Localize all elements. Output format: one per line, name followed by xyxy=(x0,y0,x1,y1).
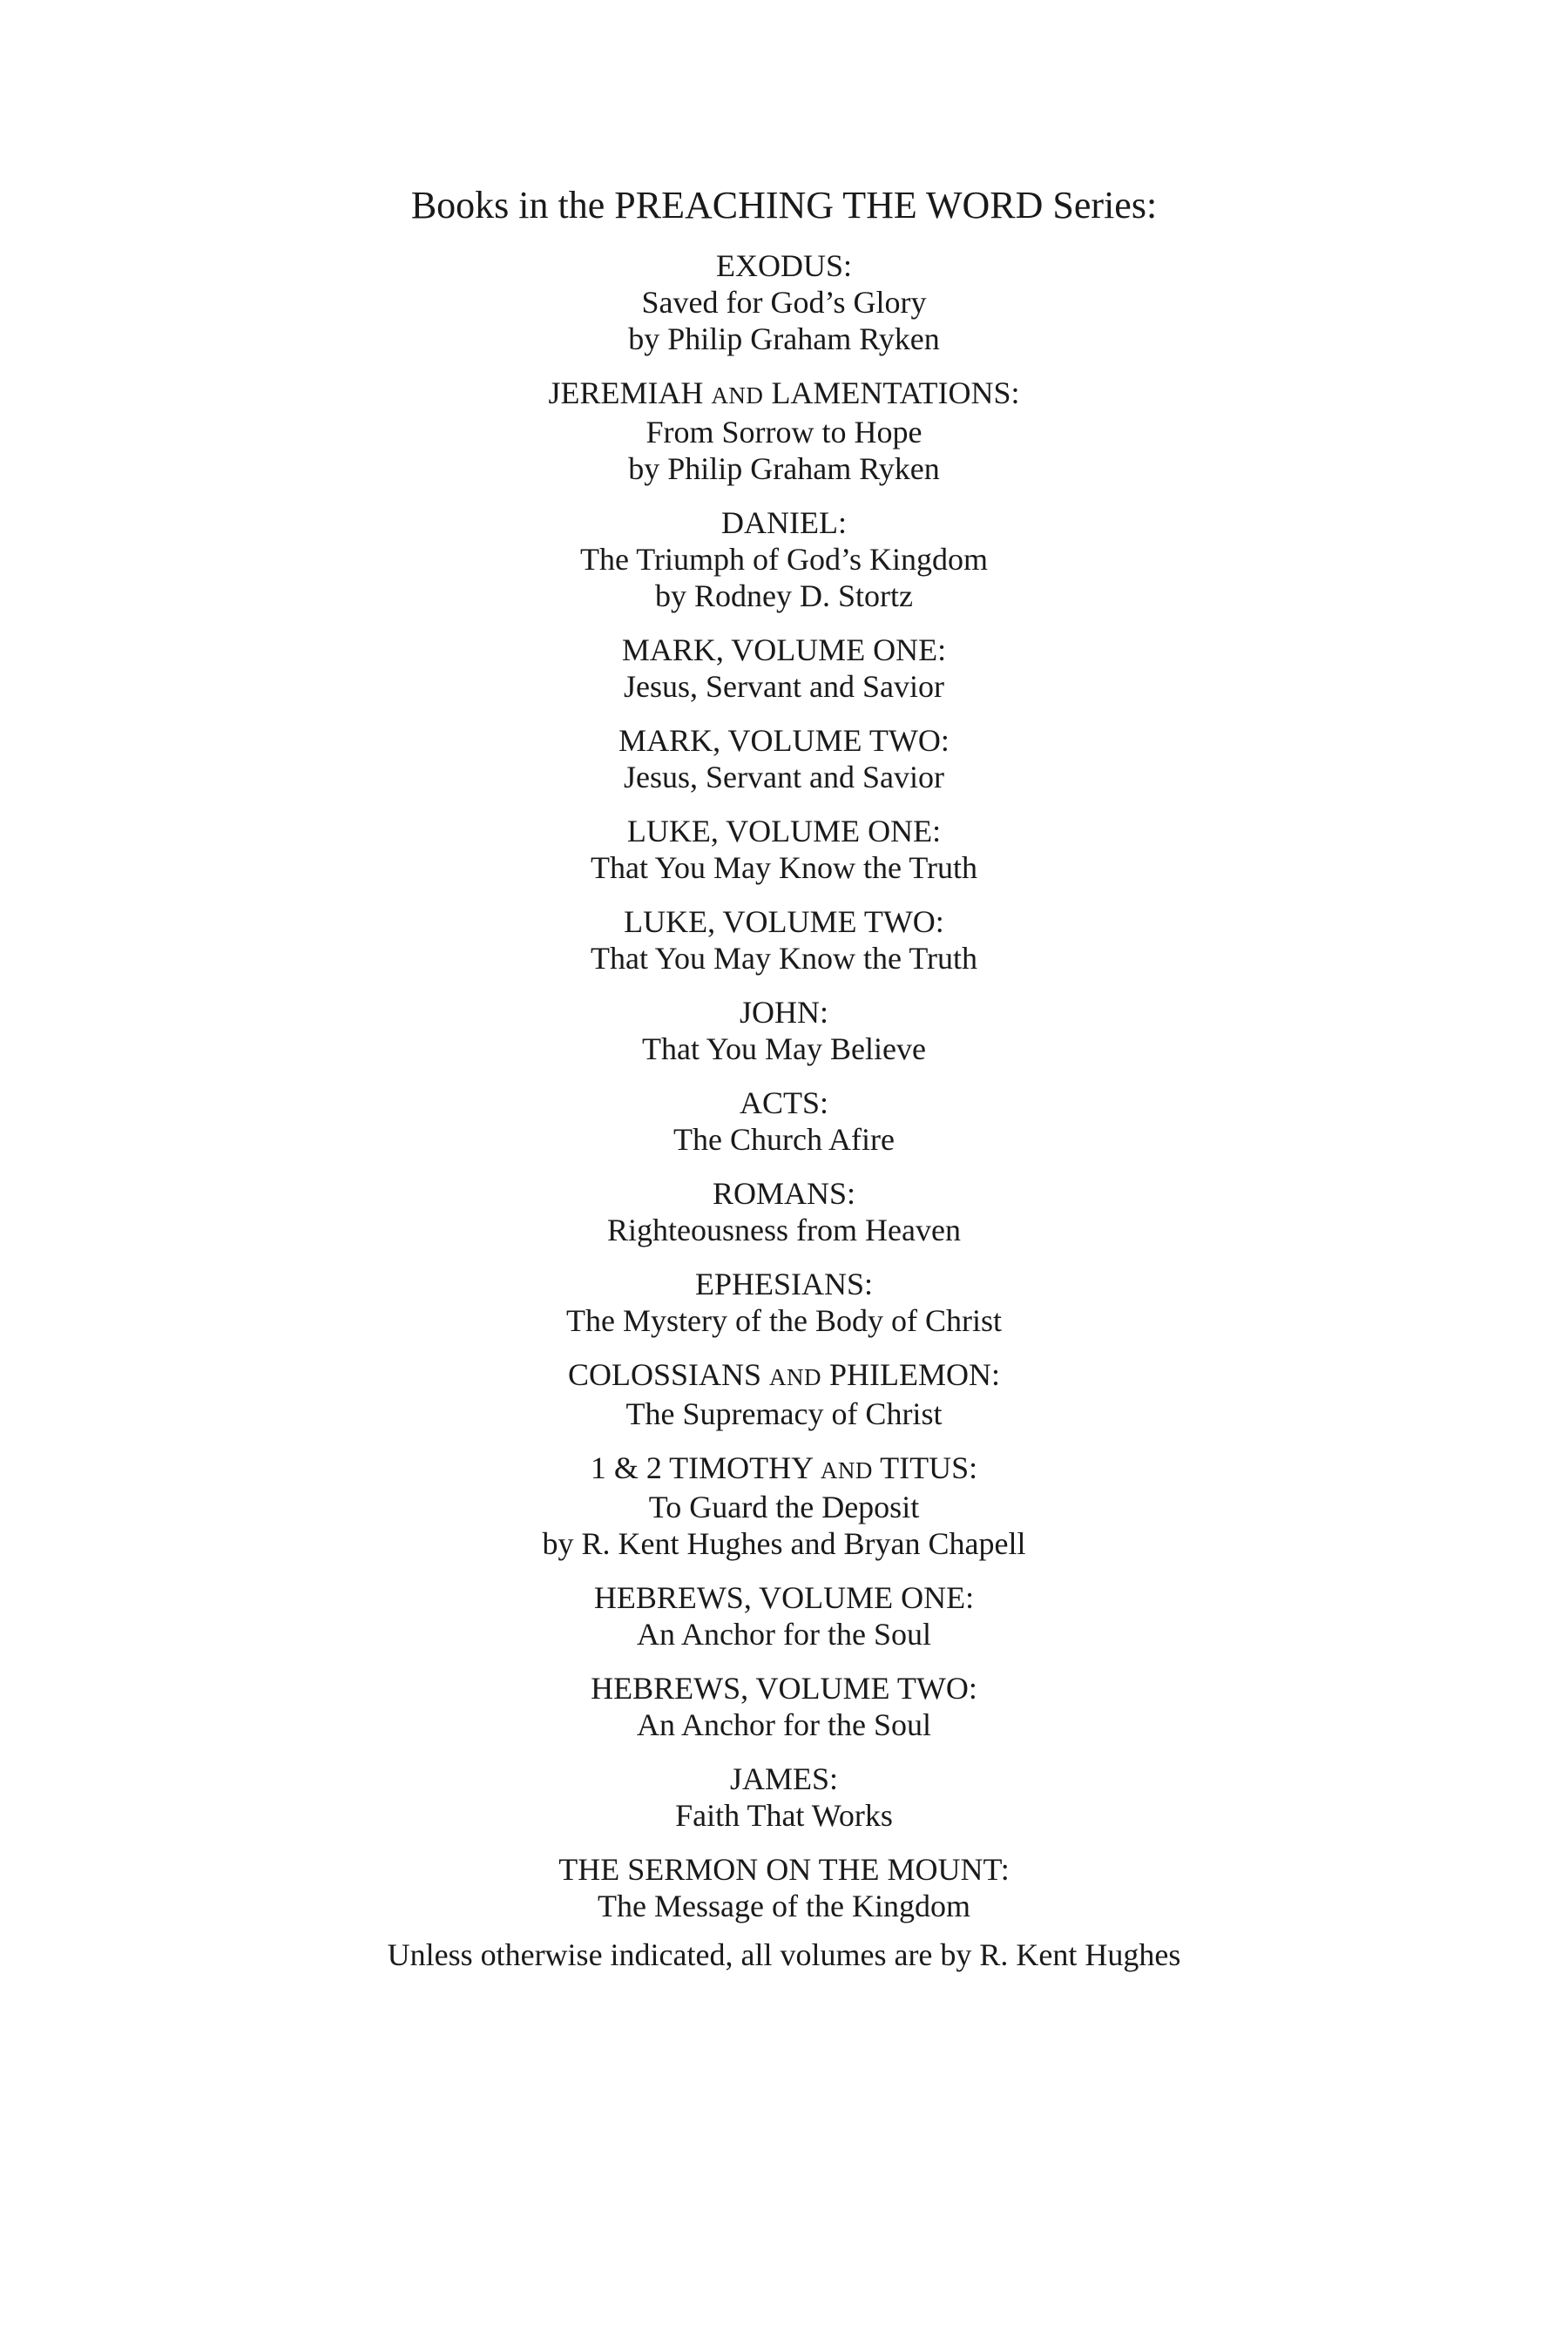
book-entry xyxy=(0,632,1568,705)
book-list xyxy=(0,247,1568,1942)
book-subtitle: Faith That Works xyxy=(675,1798,893,1833)
book-title-part: DANIEL: xyxy=(721,505,847,540)
book-title-conjunction: AND xyxy=(711,382,764,409)
book-entry xyxy=(0,1450,1568,1562)
book-title-part: LUKE, VOLUME TWO: xyxy=(624,904,944,939)
book-title xyxy=(0,1450,1568,1489)
book-subtitle: An Anchor for the Soul xyxy=(637,1617,931,1652)
book-title xyxy=(0,1761,1568,1797)
book-subtitle: That You May Believe xyxy=(642,1031,926,1066)
book-title xyxy=(0,813,1568,849)
book-subtitle: To Guard the Deposit xyxy=(648,1490,920,1524)
book-subtitle: Jesus, Servant and Savior xyxy=(624,669,944,704)
book-title-part: EXODUS: xyxy=(715,248,852,283)
book-title-part: ROMANS: xyxy=(712,1176,856,1211)
book-title-part: THE SERMON ON THE MOUNT: xyxy=(558,1852,1010,1887)
book-title xyxy=(0,632,1568,668)
book-title-part: TITUS: xyxy=(872,1450,978,1485)
book-entry xyxy=(0,247,1568,357)
book-title xyxy=(0,994,1568,1031)
book-title xyxy=(0,247,1568,284)
book-title xyxy=(0,1356,1568,1396)
book-title-part: JAMES: xyxy=(729,1761,839,1796)
book-entry xyxy=(0,994,1568,1067)
book-entry xyxy=(0,1670,1568,1743)
book-entry xyxy=(0,504,1568,614)
book-entry xyxy=(0,1266,1568,1339)
book-author: by R. Kent Hughes and Bryan Chapell xyxy=(542,1526,1026,1561)
book-entry xyxy=(0,1851,1568,1924)
book-entry xyxy=(0,1085,1568,1158)
book-title xyxy=(0,375,1568,414)
book-author: by Philip Graham Ryken xyxy=(628,451,940,486)
book-subtitle: That You May Know the Truth xyxy=(590,941,978,976)
book-title xyxy=(0,504,1568,541)
book-title-conjunction: AND xyxy=(769,1364,822,1390)
book-title-part: ACTS: xyxy=(739,1085,829,1120)
book-subtitle: That You May Know the Truth xyxy=(590,850,978,885)
book-title-part: EPHESIANS: xyxy=(694,1267,874,1301)
book-title-part: 1 & 2 TIMOTHY xyxy=(590,1450,821,1485)
book-title xyxy=(0,1085,1568,1121)
series-heading: Books in the PREACHING THE WORD Series: xyxy=(410,184,1158,226)
book-entry xyxy=(0,1356,1568,1432)
book-subtitle: The Triumph of God’s Kingdom xyxy=(579,542,989,577)
book-title-part: HEBREWS, VOLUME TWO: xyxy=(591,1671,977,1706)
book-subtitle: From Sorrow to Hope xyxy=(645,415,923,449)
authorship-footnote: Unless otherwise indicated, all volumes are by R. Kent Hughes xyxy=(387,1937,1181,1972)
book-title xyxy=(0,1670,1568,1707)
book-title-part: HEBREWS, VOLUME ONE: xyxy=(593,1580,975,1615)
book-title-conjunction: AND xyxy=(820,1457,873,1484)
book-subtitle: The Mystery of the Body of Christ xyxy=(566,1303,1002,1338)
book-author: by Rodney D. Stortz xyxy=(655,578,913,613)
book-title xyxy=(0,903,1568,940)
book-title-part: MARK, VOLUME ONE: xyxy=(621,632,947,667)
book-subtitle: The Supremacy of Christ xyxy=(625,1396,943,1431)
book-subtitle: Jesus, Servant and Savior xyxy=(624,760,944,794)
book-entry xyxy=(0,903,1568,977)
book-title xyxy=(0,1579,1568,1616)
book-title-part: JEREMIAH xyxy=(548,375,712,410)
book-subtitle: The Church Afire xyxy=(673,1122,895,1157)
book-subtitle: An Anchor for the Soul xyxy=(637,1707,931,1742)
book-title-part: LAMENTATIONS: xyxy=(763,375,1020,410)
book-title-part: MARK, VOLUME TWO: xyxy=(618,723,950,758)
book-title xyxy=(0,722,1568,759)
book-title xyxy=(0,1175,1568,1212)
book-subtitle: Righteousness from Heaven xyxy=(607,1213,961,1247)
book-title-part: COLOSSIANS xyxy=(567,1357,770,1392)
book-entry xyxy=(0,1579,1568,1652)
book-entry xyxy=(0,722,1568,795)
book-author: by Philip Graham Ryken xyxy=(628,321,940,356)
book-subtitle: Saved for God’s Glory xyxy=(641,285,927,320)
book-title-part: PHILEMON: xyxy=(821,1357,1001,1392)
book-entry xyxy=(0,1761,1568,1834)
book-title-part: JOHN: xyxy=(739,995,828,1030)
book-subtitle: The Message of the Kingdom xyxy=(598,1889,970,1923)
book-entry xyxy=(0,1175,1568,1248)
book-entry xyxy=(0,813,1568,886)
book-title-part: LUKE, VOLUME ONE: xyxy=(626,814,942,848)
book-title xyxy=(0,1851,1568,1888)
book-entry xyxy=(0,375,1568,487)
book-title xyxy=(0,1266,1568,1302)
